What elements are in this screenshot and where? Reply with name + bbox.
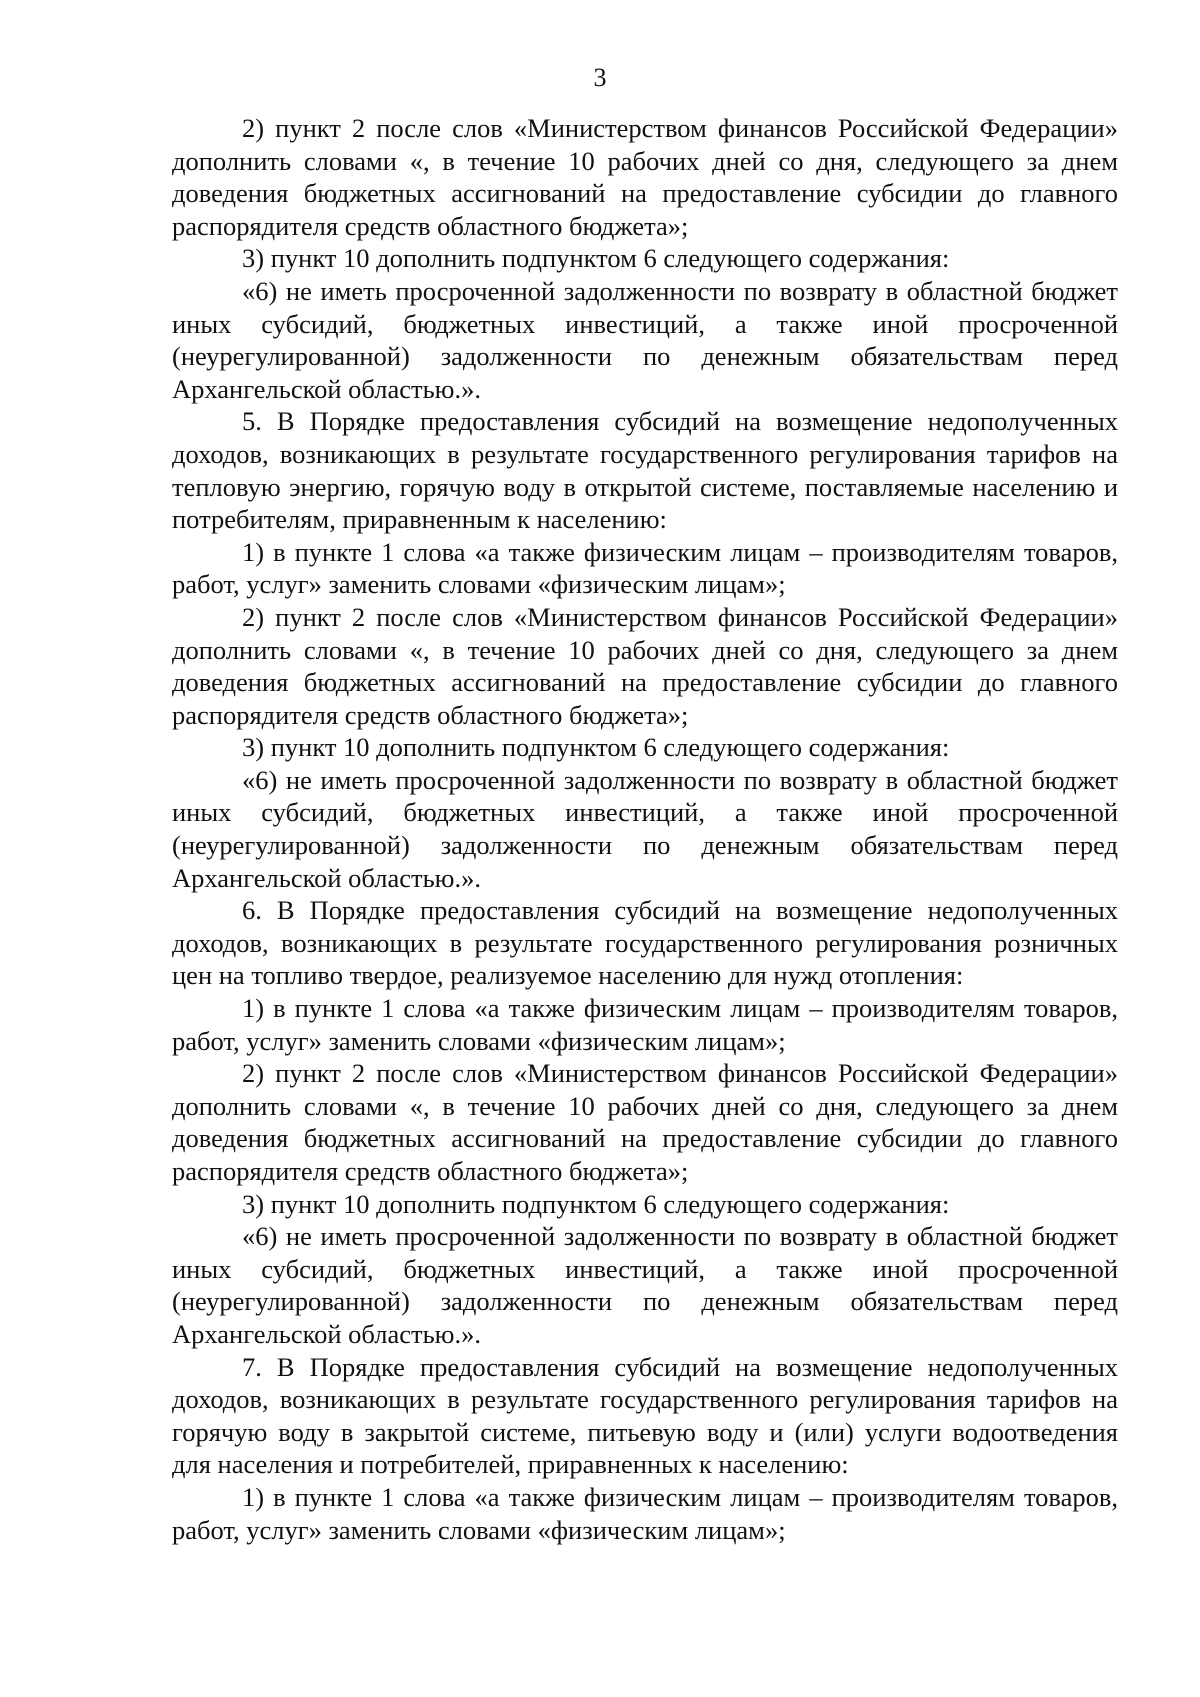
section-7-heading: 7. В Порядке предоставления субсидий на возмещение недополученных доходов, возникающих в результате государственного регулирования тарифов на горячую воду в закрытой системе, питьевую воду и (или) услуги водоотведения для населения и потребителей, приравненных к населению: [172,1351,1118,1480]
section-6-heading: 6. В Порядке предоставления субсидий на возмещение недополученных доходов, возникающих в результате государственного регулирования розничных цен на топливо твердое, реализуемое населению для нужд отопления: [172,895,1118,991]
section-6-item1: 1) в пункте 1 слова «а также физическим лицам – производителям товаров, работ, услуг» заменить словами «физическим лицам»; [172,993,1118,1056]
document-body [172,112,1118,1546]
paragraph-2-item3-text: «6) не иметь просроченной задолженности по возврату в областной бюджет иных субсидий, бюджетных инвестиций, а также иной просроченной (неурегулированной) задолженности по денежным обязательствам перед Архангельской областью.». [172,275,1118,404]
section-5-item3: 3) пункт 10 дополнить подпунктом 6 следующего содержания: [242,732,950,763]
section-6-item3: 3) пункт 10 дополнить подпунктом 6 следующего содержания: [242,1188,950,1219]
section-6-item2: 2) пункт 2 после слов «Министерством финансов Российской Федерации» дополнить словами «, в течение 10 рабочих дней со дня, следующего за днем доведения бюджетных ассигнований на предоставление субсидии до главного распорядителя средств областного бюджета»; [172,1058,1118,1186]
section-6-item3-text: «6) не иметь просроченной задолженности по возврату в областной бюджет иных субсидий, бюджетных инвестиций, а также иной просроченной (неурегулированной) задолженности по денежным обязательствам перед Архангельской областью.». [172,1221,1118,1349]
section-5-heading: 5. В Порядке предоставления субсидий на возмещение недополученных доходов, возникающих в результате государственного регулирования тарифов на тепловую энергию, горячую воду в открытой системе, поставляемые населению и потребителям, приравненным к населению: [172,406,1118,535]
section-5-item2: 2) пункт 2 после слов «Министерством финансов Российской Федерации» дополнить словами «, в течение 10 рабочих дней со дня, следующего за днем доведения бюджетных ассигнований на предоставление субсидии до главного распорядителя средств областного бюджета»; [172,601,1118,730]
section-5-item3-text: «6) не иметь просроченной задолженности по возврату в областной бюджет иных субсидий, бюджетных инвестиций, а также иной просроченной (неурегулированной) задолженности по денежным обязательствам перед Архангельской областью.». [172,764,1118,893]
page-number: 3 [593,63,607,92]
paragraph-2-item2: 2) пункт 2 после слов «Министерством финансов Российской Федерации» дополнить словами «, в течение 10 рабочих дней со дня, следующего за днем доведения бюджетных ассигнований на предоставление субсидии до главного распорядителя средств областного бюджета»; [172,113,1118,241]
paragraph-2-item3: 3) пункт 10 дополнить подпунктом 6 следующего содержания: [242,243,950,274]
section-5-item1: 1) в пункте 1 слова «а также физическим лицам – производителям товаров, работ, услуг» заменить словами «физическим лицам»; [172,536,1118,600]
section-7-item1: 1) в пункте 1 слова «а также физическим лицам – производителям товаров, работ, услуг» заменить словами «физическим лицам»; [172,1481,1118,1545]
